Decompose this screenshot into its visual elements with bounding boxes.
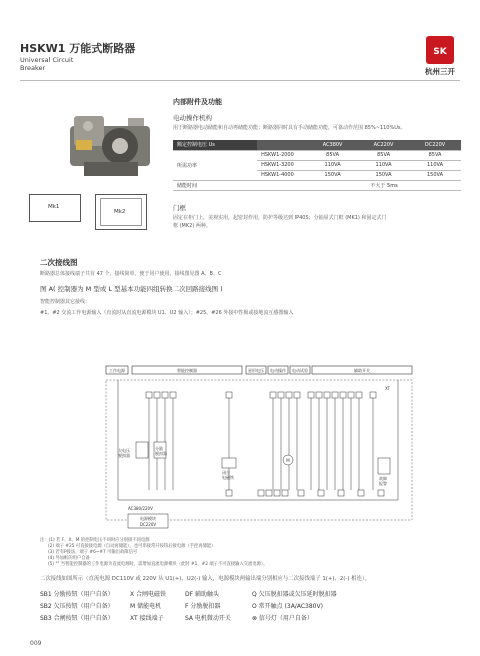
legend-item: DF 辅助触头 bbox=[185, 591, 219, 598]
table-cell: 85VA bbox=[358, 150, 409, 160]
table-cell: 110VA bbox=[409, 160, 461, 170]
figure-subtitle: 智能控制器其它接线： bbox=[40, 299, 91, 305]
box-power: 工作电源 bbox=[109, 368, 125, 373]
note-3: (3) 若有P接法，端子 #6~#7 可输出故障信号 bbox=[48, 550, 138, 555]
table-row bbox=[173, 180, 461, 190]
table-header-cell: AC220V bbox=[358, 140, 409, 150]
table-cell: 85VA bbox=[307, 150, 358, 160]
dc-note: 二次接线如图所示（直流电源 DC110V 或 220V 从 U1(+)、U2(-) 输入，电源模块两输出端分别相应与二次接线端子 1(+)、2(-) 相连）。 bbox=[40, 576, 371, 582]
table-cell: HSKW1-4000 bbox=[257, 170, 307, 180]
wiring-heading: 二次接线图 bbox=[40, 258, 78, 267]
wiring-intro: 断路器总体接线端子共有 47 个，接线简单，便于用户使用，接线图见图 A、B、C bbox=[40, 271, 222, 277]
mk1-door-frame bbox=[29, 194, 81, 222]
accessories-heading: 内部附件及功能 bbox=[173, 98, 222, 106]
brand-name: 杭州三开 bbox=[425, 67, 455, 76]
module-label: 电源模块 bbox=[140, 516, 156, 521]
legend-item: XT 接线端子 bbox=[130, 615, 164, 622]
mk2-door-frame bbox=[95, 194, 147, 230]
svg-text:报警: 报警 bbox=[379, 481, 387, 486]
mk2-label: Mk2 bbox=[114, 209, 126, 215]
svg-text:SK: SK bbox=[433, 47, 447, 57]
motor-heading: 电动操作机构 bbox=[173, 114, 212, 122]
svg-text:脱扣器: 脱扣器 bbox=[118, 453, 130, 458]
undervoltage-label: 欠电压 bbox=[118, 448, 130, 453]
legend-item: F 分励脱扣器 bbox=[185, 603, 221, 610]
note-4: (4) 外加框的用户自备 bbox=[48, 556, 90, 561]
note-5: (5) "" 当智能控制器的工作电源为直流电源时，需增加直流电源模块（此时 #1，#2 端子不可直接输入交流电源）。 bbox=[48, 562, 268, 567]
table-cell: 110VA bbox=[307, 160, 358, 170]
legend-item: SB3 合闸按钮（用户自备） bbox=[40, 615, 114, 622]
power-spec-table bbox=[173, 140, 461, 191]
svg-text:电磁铁: 电磁铁 bbox=[222, 475, 234, 480]
figure-title: 图 A( 控制器为 M 型或 L 型基本功能四组转换二次回路接线图 ) bbox=[40, 285, 223, 293]
legend-item: SB1 分励按钮（用户自备） bbox=[40, 591, 114, 598]
time-value: 不大于 5ms bbox=[307, 180, 461, 190]
door-desc-line2: 框 (MK2) 两种。 bbox=[173, 223, 211, 229]
english-title-line1: Universal Circuit bbox=[20, 56, 74, 64]
voltage-label: AC380/220V bbox=[128, 506, 153, 511]
alarm-label: 故障 bbox=[379, 476, 387, 481]
box-motor: 电动操作 bbox=[270, 368, 286, 373]
brand-logo-icon bbox=[426, 36, 454, 64]
motor-m-label: M bbox=[286, 458, 290, 463]
english-title-line2: Breaker bbox=[20, 64, 46, 72]
page-number: 009 bbox=[30, 640, 42, 647]
power-label: 所需功率 bbox=[173, 150, 257, 180]
table-cell: 85VA bbox=[409, 150, 461, 160]
box-controller: 智能控制器 bbox=[177, 368, 197, 373]
table-cell: 150VA bbox=[307, 170, 358, 180]
table-cell: HSKW1-2000 bbox=[257, 150, 307, 160]
figure-description: #1、#2 交流工作电源输入（直流时从直流电源模块 U1、U2 输入）；#25、#26 外接中性极或接地流互感器输入 bbox=[40, 310, 294, 316]
legend-item: SB2 欠压按钮（用户自备） bbox=[40, 603, 114, 610]
legend-item: Q 欠压脱扣器或欠压延时脱扣器 bbox=[252, 591, 337, 598]
wiring-diagram bbox=[98, 360, 418, 530]
table-header-cell: AC380V bbox=[307, 140, 358, 150]
header-divider bbox=[20, 80, 460, 81]
table-cell: 150VA bbox=[358, 170, 409, 180]
xt-label: XT bbox=[385, 386, 391, 391]
box-aux: 辅助开关 bbox=[354, 368, 370, 373]
page-title: HSKW1 万能式断路器 bbox=[20, 42, 136, 55]
close-magnet-label: 闭合 bbox=[222, 470, 230, 475]
module-dc-label: DC220V bbox=[139, 522, 157, 527]
door-heading: 门框 bbox=[173, 204, 186, 212]
table-header-row bbox=[173, 140, 461, 150]
time-label: 储能时间 bbox=[173, 180, 307, 190]
shunt-label: 分励 bbox=[155, 446, 163, 451]
mk1-label: Mk1 bbox=[48, 204, 60, 210]
legend-item: ⊗ 信号灯（用户自备） bbox=[252, 615, 313, 622]
legend-item: X 合闸电磁铁 bbox=[130, 591, 167, 598]
box-test: 电动试验 bbox=[292, 368, 308, 373]
motor-description: 用于断路器电动储能和自动再储能功能；断路器同时具有手动储能功能，可靠动作范围 85%~110%Us。 bbox=[173, 125, 406, 131]
motor-mechanism-photo bbox=[64, 100, 156, 192]
legend-item: SA 电机微动开关 bbox=[185, 615, 231, 622]
note-2: (2) 端子 #25 可直接接电源（自动再储能），也可串接常开按钮后接电源（手控再储能） bbox=[48, 544, 216, 549]
table-cell: 110VA bbox=[358, 160, 409, 170]
svg-text:脱扣器: 脱扣器 bbox=[155, 451, 167, 456]
table-header-cell: DC220V bbox=[409, 140, 461, 150]
box-star: 星形电压 bbox=[248, 368, 264, 373]
door-desc-line1: 固定在柜门上，美观实用，起密封作用，防护等级达到 IP40S；分抽屉式门框 (MK1) 和固定式门 bbox=[173, 215, 387, 221]
table-header-cell: 额定控制电压 Us bbox=[173, 140, 257, 150]
legend-item: M 储能电机 bbox=[130, 603, 162, 610]
table-cell: 150VA bbox=[409, 170, 461, 180]
legend-item: O 常开触点 (3A/AC380V) bbox=[252, 603, 323, 610]
table-row bbox=[173, 150, 461, 160]
table-cell: HSKW1-3200 bbox=[257, 160, 307, 170]
note-1: 注：(1) 若 F、X、M 的控制电压不同时应分别接不同电源 bbox=[40, 538, 150, 543]
